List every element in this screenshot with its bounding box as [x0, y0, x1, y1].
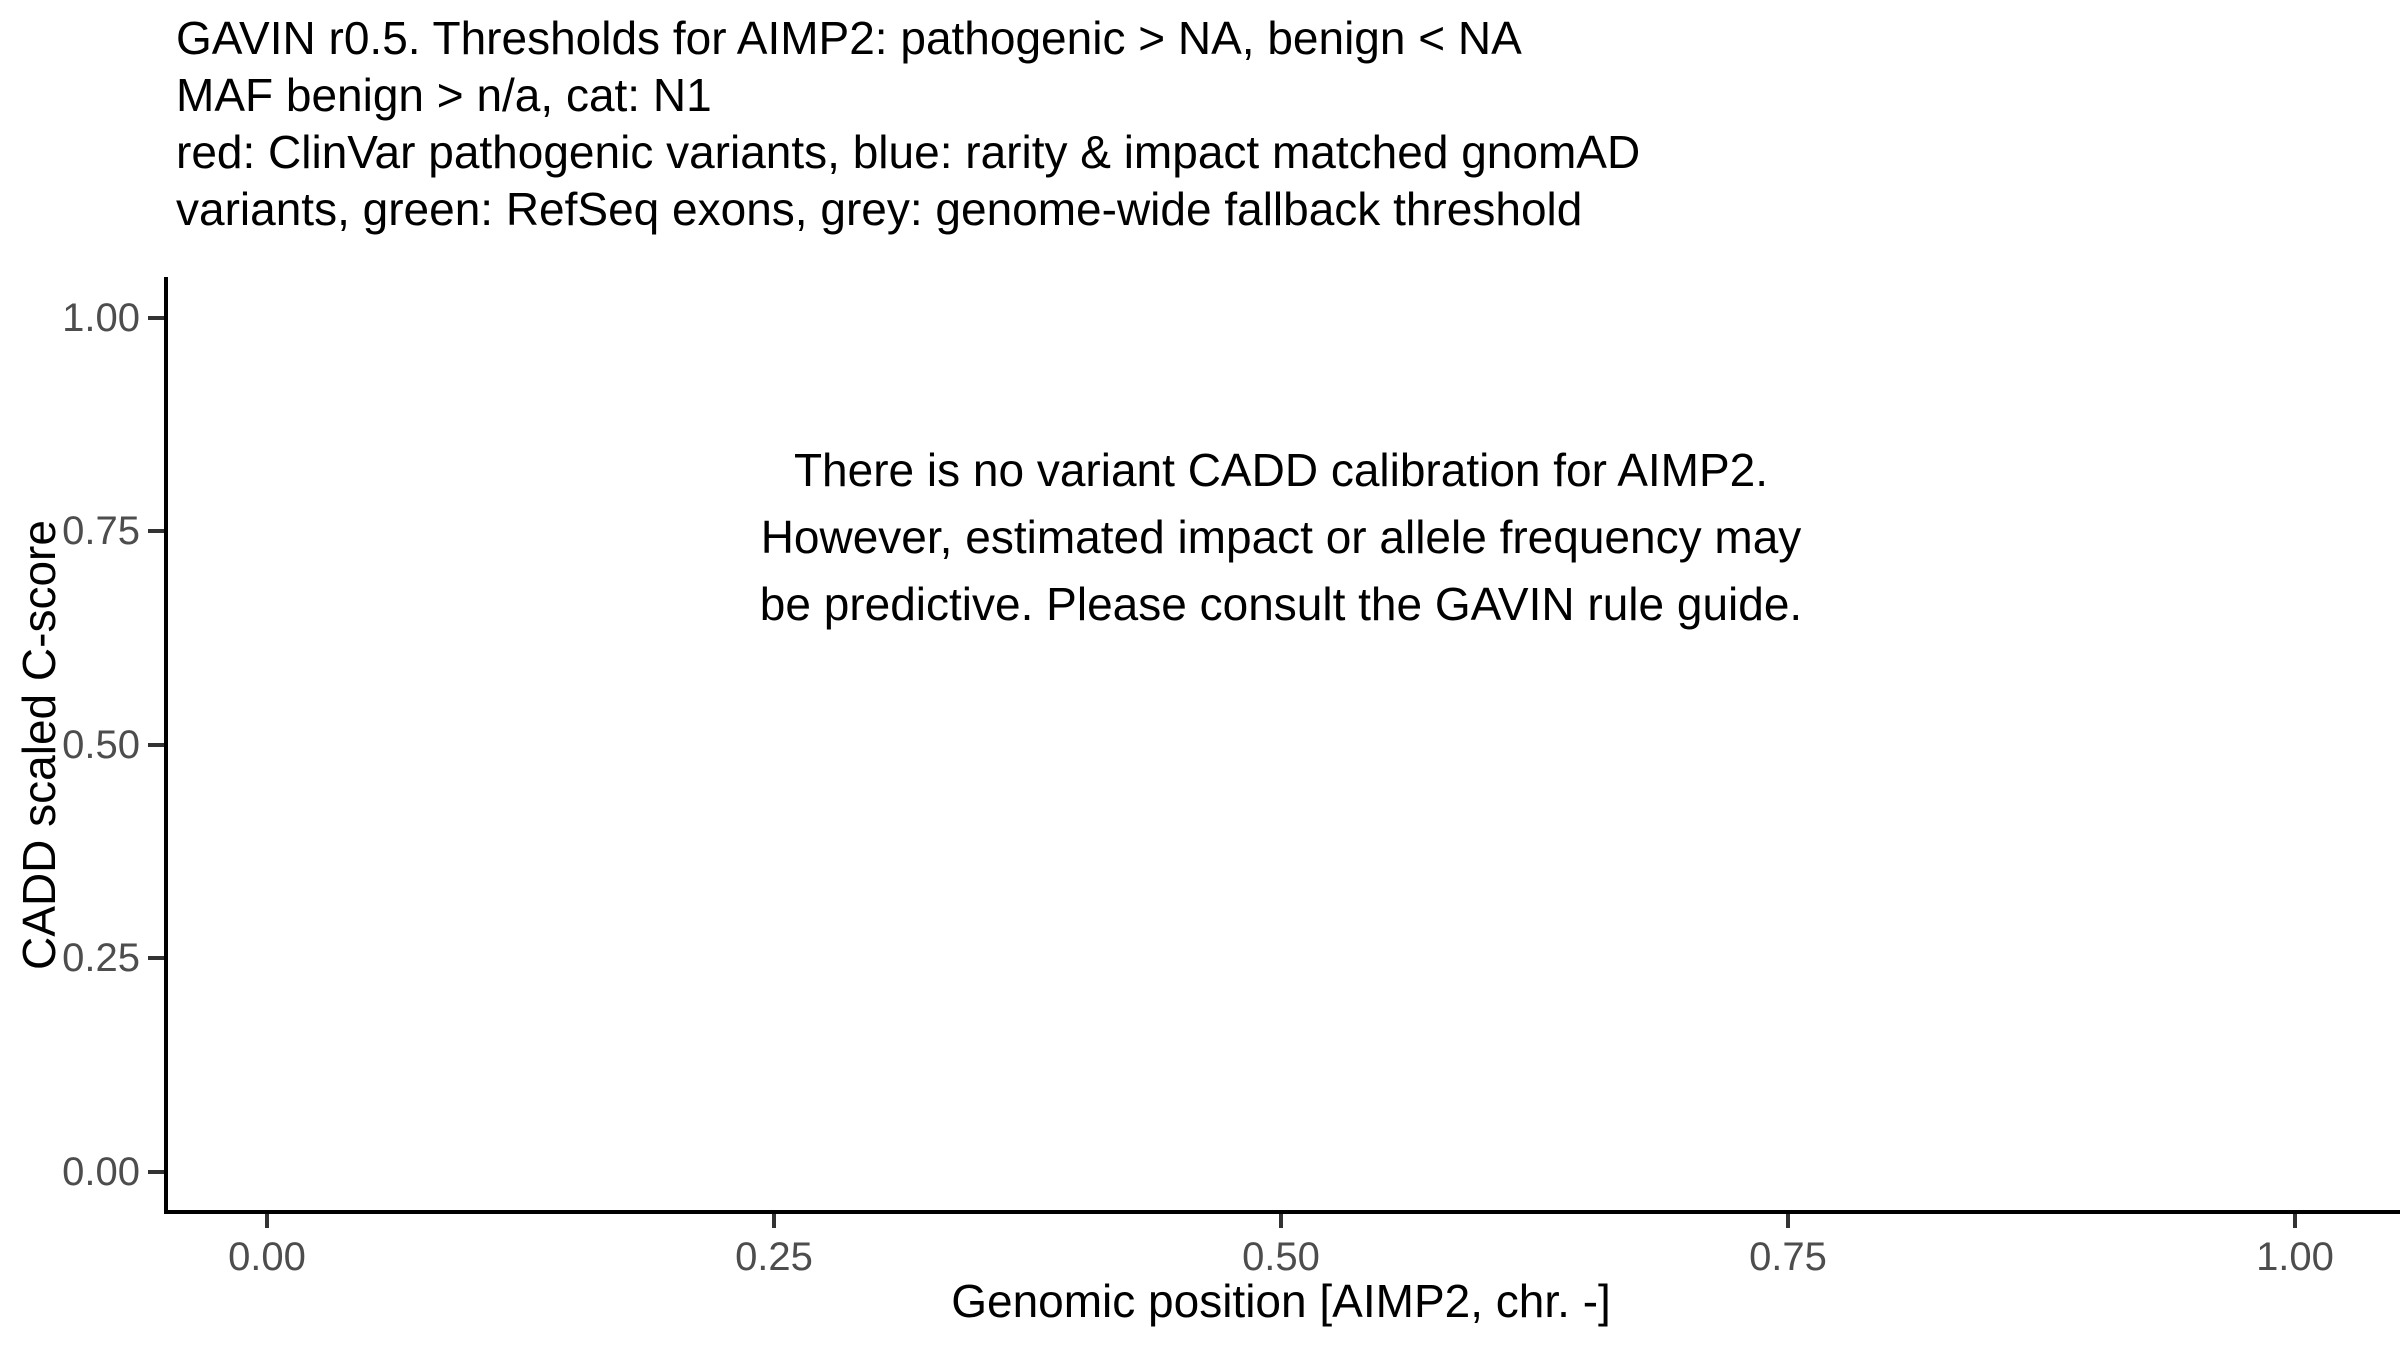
x-tick-mark-0.50 — [1279, 1214, 1283, 1228]
plot-title-line-1: GAVIN r0.5. Thresholds for AIMP2: pathogenic > NA, benign < NA — [176, 12, 1522, 64]
x-tick-label-1.00: 1.00 — [2256, 1235, 2334, 1279]
x-tick-label-0.75: 0.75 — [1749, 1235, 1827, 1279]
y-tick-mark-0.00 — [148, 1170, 164, 1174]
annotation-line-2: However, estimated impact or allele frequency may — [760, 511, 1802, 563]
x-tick-label-0.00: 0.00 — [228, 1235, 306, 1279]
y-tick-mark-0.25 — [148, 956, 164, 960]
y-tick-mark-0.75 — [148, 529, 164, 533]
plot-title-line-2: MAF benign > n/a, cat: N1 — [176, 69, 712, 121]
y-axis-title: CADD scaled C-score — [13, 520, 65, 970]
x-tick-mark-1.00 — [2293, 1214, 2297, 1228]
annotation-line-1: There is no variant CADD calibration for AIMP2. — [793, 444, 1769, 496]
x-tick-mark-0.25 — [772, 1214, 776, 1228]
x-axis-title: Genomic position [AIMP2, chr. -] — [951, 1275, 1611, 1327]
y-tick-mark-0.50 — [148, 743, 164, 747]
y-tick-label-1.00: 1.00 — [62, 296, 140, 340]
y-tick-label-0.75: 0.75 — [62, 509, 140, 553]
annotation-line-3: be predictive. Please consult the GAVIN rule guide. — [759, 578, 1803, 630]
x-tick-label-0.50: 0.50 — [1242, 1235, 1320, 1279]
plot-title-line-4: variants, green: RefSeq exons, grey: genome-wide fallback threshold — [176, 183, 1583, 235]
x-tick-label-0.25: 0.25 — [735, 1235, 813, 1279]
x-tick-mark-0.00 — [265, 1214, 269, 1228]
x-tick-mark-0.75 — [1786, 1214, 1790, 1228]
annotation-text — [631, 437, 1931, 638]
y-axis-line — [164, 277, 168, 1214]
plot-title-line-3: red: ClinVar pathogenic variants, blue: rarity & impact matched gnomAD — [176, 126, 1641, 178]
y-tick-mark-1.00 — [148, 316, 164, 320]
y-tick-label-0.00: 0.00 — [62, 1150, 140, 1194]
y-tick-label-0.25: 0.25 — [62, 936, 140, 980]
y-tick-label-0.50: 0.50 — [62, 723, 140, 767]
plot-title — [176, 10, 1640, 238]
